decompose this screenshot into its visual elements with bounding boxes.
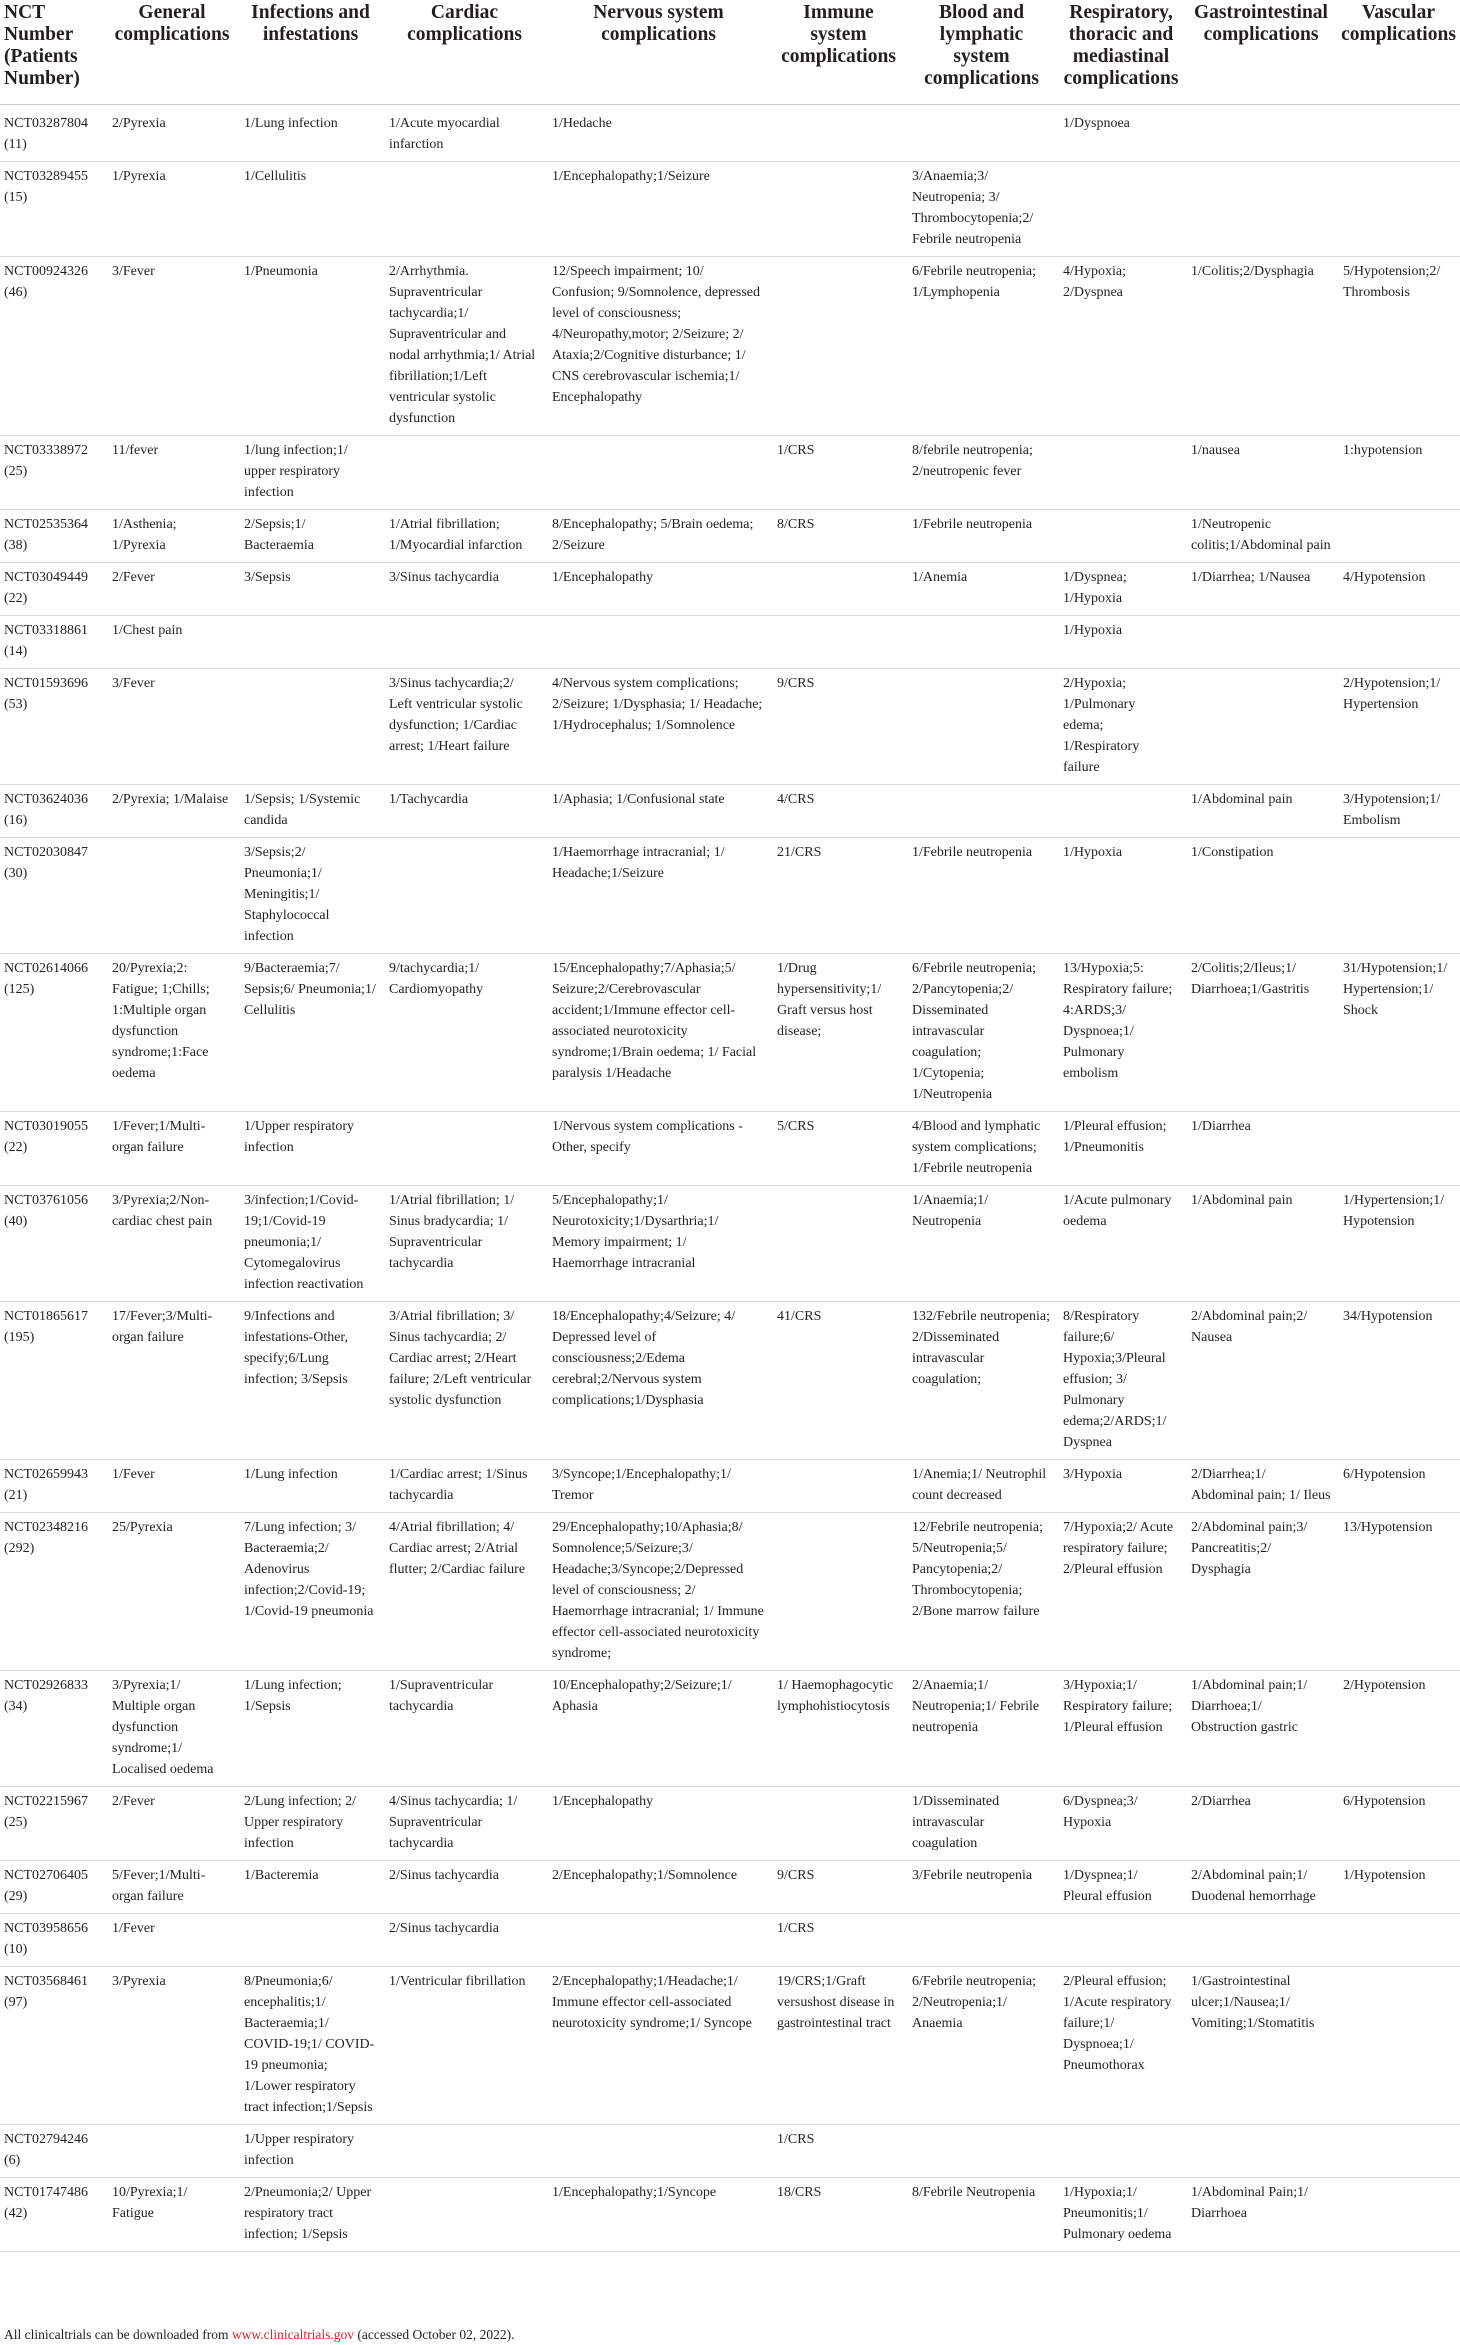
table-cell: 1/Supraventricular tachycardia [383, 1671, 546, 1787]
table-cell: 1/Acute pulmonary oedema [1057, 1186, 1185, 1302]
table-cell: 1/Hypoxia;1/ Pneumonitis;1/ Pulmonary oedema [1057, 2178, 1185, 2252]
table-cell [1185, 105, 1337, 162]
table-cell: 6/Hypotension [1337, 1460, 1460, 1513]
table-cell: 132/Febrile neutropenia; 2/Disseminated intravascular coagulation; [906, 1302, 1057, 1460]
table-cell: 2/Sepsis;1/ Bacteraemia [238, 510, 383, 563]
table-cell: 21/CRS [771, 838, 906, 954]
table-cell: 1/Fever;1/Multi-organ failure [106, 1112, 238, 1186]
table-cell: 4/CRS [771, 785, 906, 838]
table-cell: 25/Pyrexia [106, 1513, 238, 1671]
table-cell: 1/Asthenia; 1/Pyrexia [106, 510, 238, 563]
table-cell: 4/Hypoxia; 2/Dyspnea [1057, 257, 1185, 436]
table-cell: 31/Hypotension;1/ Hypertension;1/ Shock [1337, 954, 1460, 1112]
table-cell: 1/Hypoxia [1057, 616, 1185, 669]
table-cell: 3/Pyrexia;1/ Multiple organ dysfunction syndrome;1/ Localised oedema [106, 1671, 238, 1787]
table-cell [546, 2125, 771, 2178]
table-cell: NCT01865617 (195) [0, 1302, 106, 1460]
table-cell: 1/Hypotension [1337, 1861, 1460, 1914]
table-cell: 1/Diarrhea [1185, 1112, 1337, 1186]
table-cell: 3/Hypotension;1/ Embolism [1337, 785, 1460, 838]
table-cell: 1/Diarrhea; 1/Nausea [1185, 563, 1337, 616]
table-cell: 2/Anaemia;1/ Neutropenia;1/ Febrile neutropenia [906, 1671, 1057, 1787]
table-row [0, 2178, 1460, 2252]
table-cell: 5/Fever;1/Multi-organ failure [106, 1861, 238, 1914]
table-cell: 1/Encephalopathy [546, 563, 771, 616]
table-cell: 2/Encephalopathy;1/Somnolence [546, 1861, 771, 1914]
table-cell [1337, 1914, 1460, 1967]
table-row [0, 1112, 1460, 1186]
table-cell: 2/Diarrhea [1185, 1787, 1337, 1861]
table-cell [771, 616, 906, 669]
table-cell [1185, 162, 1337, 257]
table-cell: 1/Lung infection; 1/Sepsis [238, 1671, 383, 1787]
table-cell: 2/Lung infection; 2/ Upper respiratory infection [238, 1787, 383, 1861]
table-cell: NCT03289455 (15) [0, 162, 106, 257]
table-cell [1337, 162, 1460, 257]
column-header: NCT Number (Patients Number) [0, 0, 106, 105]
table-row [0, 669, 1460, 785]
table-cell: NCT02794246 (6) [0, 2125, 106, 2178]
table-cell: 2/Abdominal pain;3/ Pancreatitis;2/ Dysphagia [1185, 1513, 1337, 1671]
table-cell: NCT02215967 (25) [0, 1787, 106, 1861]
table-cell: 1/Abdominal pain [1185, 1186, 1337, 1302]
table-cell: 3/Pyrexia;2/Non-cardiac chest pain [106, 1186, 238, 1302]
table-cell: 7/Lung infection; 3/ Bacteraemia;2/ Adenovirus infection;2/Covid-19; 1/Covid-19 pneumonia [238, 1513, 383, 1671]
table-cell: 5/CRS [771, 1112, 906, 1186]
table-cell [546, 616, 771, 669]
table-cell: 1/nausea [1185, 436, 1337, 510]
table-cell [1057, 2125, 1185, 2178]
table-cell: 3/Syncope;1/Encephalopathy;1/ Tremor [546, 1460, 771, 1513]
table-cell: 1/Ventricular fibrillation [383, 1967, 546, 2125]
table-cell [1337, 838, 1460, 954]
table-cell [771, 1513, 906, 1671]
table-cell: 2/Sinus tachycardia [383, 1914, 546, 1967]
table-cell: 1/Lung infection [238, 1460, 383, 1513]
table-cell: 8/febrile neutropenia; 2/neutropenic fever [906, 436, 1057, 510]
table-row [0, 1671, 1460, 1787]
table-cell: 8/Febrile Neutropenia [906, 2178, 1057, 2252]
header-row [0, 0, 1460, 105]
column-header: Vascular complications [1337, 0, 1460, 105]
table-cell [1337, 2178, 1460, 2252]
table-cell: 2/Arrhythmia. Supraventricular tachycardia;1/ Supraventricular and nodal arrhythmia;1/ Atrial fibrillation;1/Left ventricular systolic dysfunction [383, 257, 546, 436]
table-row [0, 257, 1460, 436]
table-row [0, 785, 1460, 838]
table-cell: 10/Pyrexia;1/ Fatigue [106, 2178, 238, 2252]
table-cell: 6/Febrile neutropenia; 2/Pancytopenia;2/ Disseminated intravascular coagulation; 1/Cytopenia; 1/Neutropenia [906, 954, 1057, 1112]
table-row [0, 436, 1460, 510]
table-cell: 1/Pleural effusion; 1/Pneumonitis [1057, 1112, 1185, 1186]
table-cell: NCT02926833 (34) [0, 1671, 106, 1787]
table-cell: NCT01747486 (42) [0, 2178, 106, 2252]
table-cell: 1/Sepsis; 1/Systemic candida [238, 785, 383, 838]
table-cell [906, 2125, 1057, 2178]
column-header: Nervous system complications [546, 0, 771, 105]
table-cell [906, 785, 1057, 838]
table-cell: 3/Fever [106, 669, 238, 785]
table-cell [546, 1914, 771, 1967]
table-cell: NCT02030847 (30) [0, 838, 106, 954]
table-cell: 1/Aphasia; 1/Confusional state [546, 785, 771, 838]
footer-prefix: All clinicaltrials can be downloaded from [4, 2327, 232, 2342]
table-cell [771, 1787, 906, 1861]
table-cell: 1/Colitis;2/Dysphagia [1185, 257, 1337, 436]
table-cell [1337, 2125, 1460, 2178]
table-cell [1337, 616, 1460, 669]
table-header [0, 0, 1460, 105]
table-cell: 3/Hypoxia;1/ Respiratory failure; 1/Pleural effusion [1057, 1671, 1185, 1787]
table-cell: 1/Upper respiratory infection [238, 2125, 383, 2178]
table-cell [238, 1914, 383, 1967]
table-cell [238, 616, 383, 669]
table-cell: 1/Cardiac arrest; 1/Sinus tachycardia [383, 1460, 546, 1513]
table-cell: 3/Pyrexia [106, 1967, 238, 2125]
table-cell: NCT03019055 (22) [0, 1112, 106, 1186]
table-cell: 2/Encephalopathy;1/Headache;1/ Immune effector cell-associated neurotoxicity syndrome;1/ Syncope [546, 1967, 771, 2125]
table-cell: 13/Hypotension [1337, 1513, 1460, 1671]
table-cell: NCT03318861 (14) [0, 616, 106, 669]
table-row [0, 1787, 1460, 1861]
table-cell: 1/Dyspnoea [1057, 105, 1185, 162]
table-cell: 1/Abdominal pain;1/ Diarrhoea;1/ Obstruction gastric [1185, 1671, 1337, 1787]
table-cell: 8/CRS [771, 510, 906, 563]
table-row [0, 1513, 1460, 1671]
table-cell: 1/Febrile neutropenia [906, 510, 1057, 563]
table-cell [383, 436, 546, 510]
table-cell: NCT03338972 (25) [0, 436, 106, 510]
table-cell [771, 257, 906, 436]
table-cell [771, 563, 906, 616]
table-cell: NCT02659943 (21) [0, 1460, 106, 1513]
table-cell: 1/Hypertension;1/ Hypotension [1337, 1186, 1460, 1302]
table-cell: 3/infection;1/Covid-19;1/Covid-19 pneumonia;1/ Cytomegalovirus infection reactivation [238, 1186, 383, 1302]
table-cell [106, 838, 238, 954]
table-cell [383, 2125, 546, 2178]
table-cell: 1/Hypoxia [1057, 838, 1185, 954]
table-cell: 4/Blood and lymphatic system complications; 1/Febrile neutropenia [906, 1112, 1057, 1186]
table-cell: 13/Hypoxia;5: Respiratory failure; 4:ARDS;3/ Dyspnoea;1/ Pulmonary embolism [1057, 954, 1185, 1112]
table-cell: 8/Respiratory failure;6/ Hypoxia;3/Pleural effusion; 3/ Pulmonary edema;2/ARDS;1/ Dyspnea [1057, 1302, 1185, 1460]
table-cell: 20/Pyrexia;2: Fatigue; 1;Chills; 1:Multiple organ dysfunction syndrome;1:Face oedema [106, 954, 238, 1112]
table-cell [238, 669, 383, 785]
table-cell: 34/Hypotension [1337, 1302, 1460, 1460]
table-cell [906, 1914, 1057, 1967]
table-cell: 15/Encephalopathy;7/Aphasia;5/ Seizure;2/Cerebrovascular accident;1/Immune effector cell-associated neurotoxicity syndrome;1/Brain oedema; 1/ Facial paralysis 1/Headache [546, 954, 771, 1112]
table-cell: 1/ Haemophagocytic lymphohistiocytosis [771, 1671, 906, 1787]
table-cell: NCT01593696 (53) [0, 669, 106, 785]
table-cell: 1/Anaemia;1/ Neutropenia [906, 1186, 1057, 1302]
table-cell: 2/Abdominal pain;2/ Nausea [1185, 1302, 1337, 1460]
table-cell: 1/Fever [106, 1914, 238, 1967]
table-cell [1185, 2125, 1337, 2178]
table-cell: 1/Upper respiratory infection [238, 1112, 383, 1186]
table-cell: 1/lung infection;1/ upper respiratory infection [238, 436, 383, 510]
table-row [0, 1861, 1460, 1914]
table-cell [1337, 1112, 1460, 1186]
table-row [0, 1460, 1460, 1513]
table-cell: 1:hypotension [1337, 436, 1460, 510]
table-cell: 8/Encephalopathy; 5/Brain oedema; 2/Seizure [546, 510, 771, 563]
table-cell: 1/Encephalopathy;1/Seizure [546, 162, 771, 257]
table-cell: 2/Hypoxia; 1/Pulmonary edema; 1/Respiratory failure [1057, 669, 1185, 785]
table-cell: 3/Atrial fibrillation; 3/ Sinus tachycardia; 2/ Cardiac arrest; 2/Heart failure; 2/Left ventricular systolic dysfunction [383, 1302, 546, 1460]
column-header: General complications [106, 0, 238, 105]
table-cell: 2/Hypotension [1337, 1671, 1460, 1787]
table-cell [383, 616, 546, 669]
table-cell: 1/Drug hypersensitivity;1/ Graft versus host disease; [771, 954, 906, 1112]
table-row [0, 510, 1460, 563]
table-cell: 1/Cellulitis [238, 162, 383, 257]
table-cell: 7/Hypoxia;2/ Acute respiratory failure; 2/Pleural effusion [1057, 1513, 1185, 1671]
table-cell [546, 436, 771, 510]
table-cell: NCT02348216 (292) [0, 1513, 106, 1671]
table-cell: 41/CRS [771, 1302, 906, 1460]
table-cell: 1/Anemia [906, 563, 1057, 616]
table-cell: 6/Febrile neutropenia; 2/Neutropenia;1/ Anaemia [906, 1967, 1057, 2125]
table-cell [1057, 436, 1185, 510]
table-cell: NCT03568461 (97) [0, 1967, 106, 2125]
column-header: Blood and lymphatic system complications [906, 0, 1057, 105]
table-row [0, 1302, 1460, 1460]
table-cell: 2/Pneumonia;2/ Upper respiratory tract infection; 1/Sepsis [238, 2178, 383, 2252]
table-cell: 1/Dyspnea;1/ Pleural effusion [1057, 1861, 1185, 1914]
table-cell: 4/Nervous system complications; 2/Seizure; 1/Dysphasia; 1/ Headache; 1/Hydrocephalus; 1/Somnolence [546, 669, 771, 785]
table-cell: 18/CRS [771, 2178, 906, 2252]
table-cell: 2/Hypotension;1/ Hypertension [1337, 669, 1460, 785]
footer-suffix: (accessed October 02, 2022). [354, 2327, 515, 2342]
table-cell: NCT03049449 (22) [0, 563, 106, 616]
table-cell: 1/Gastrointestinal ulcer;1/Nausea;1/ Vomiting;1/Stomatitis [1185, 1967, 1337, 2125]
table-cell [106, 2125, 238, 2178]
table-cell: 3/Sinus tachycardia [383, 563, 546, 616]
table-cell [383, 2178, 546, 2252]
table-cell: 3/Sepsis [238, 563, 383, 616]
table-cell [1185, 1914, 1337, 1967]
table-cell: 3/Sinus tachycardia;2/ Left ventricular systolic dysfunction; 1/Cardiac arrest; 1/Heart failure [383, 669, 546, 785]
table-cell [383, 1112, 546, 1186]
table-cell: 18/Encephalopathy;4/Seizure; 4/ Depressed level of consciousness;2/Edema cerebral;2/Nervous system complications;1/Dysphasia [546, 1302, 771, 1460]
table-row [0, 838, 1460, 954]
table-cell [1337, 1967, 1460, 2125]
table-cell [1057, 1914, 1185, 1967]
table-cell: 12/Speech impairment; 10/ Confusion; 9/Somnolence, depressed level of consciousness; 4/Neuropathy,motor; 2/Seizure; 2/ Ataxia;2/Cognitive disturbance; 1/ CNS cerebrovascular ischemia;1/ Encephalopathy [546, 257, 771, 436]
table-cell: 3/Hypoxia [1057, 1460, 1185, 1513]
table-cell: 1/CRS [771, 2125, 906, 2178]
table-cell [1185, 616, 1337, 669]
table-cell: 10/Encephalopathy;2/Seizure;1/ Aphasia [546, 1671, 771, 1787]
table-cell: 2/Abdominal pain;1/ Duodenal hemorrhage [1185, 1861, 1337, 1914]
table-cell: 1/Constipation [1185, 838, 1337, 954]
table-cell: 1/CRS [771, 1914, 906, 1967]
table-cell: 1/Abdominal Pain;1/ Diarrhoea [1185, 2178, 1337, 2252]
table-cell: 1/Neutropenic colitis;1/Abdominal pain [1185, 510, 1337, 563]
table-cell [383, 162, 546, 257]
table-cell: 5/Hypotension;2/ Thrombosis [1337, 257, 1460, 436]
table-cell: 9/Bacteraemia;7/ Sepsis;6/ Pneumonia;1/ Cellulitis [238, 954, 383, 1112]
table-cell [383, 838, 546, 954]
table-cell: NCT02706405 (29) [0, 1861, 106, 1914]
table-cell [906, 616, 1057, 669]
table-cell: 1/Abdominal pain [1185, 785, 1337, 838]
table-cell: 1/Pyrexia [106, 162, 238, 257]
footer-note [4, 2327, 514, 2343]
table-cell: 1/Atrial fibrillation; 1/Myocardial infarction [383, 510, 546, 563]
table-cell: 1/Tachycardia [383, 785, 546, 838]
table-cell: NCT03624036 (16) [0, 785, 106, 838]
table-cell: 1/Hedache [546, 105, 771, 162]
table-cell: 3/Fever [106, 257, 238, 436]
table-cell: 2/Colitis;2/Ileus;1/ Diarrhoea;1/Gastritis [1185, 954, 1337, 1112]
column-header: Infections and infestations [238, 0, 383, 105]
table-cell: 9/CRS [771, 1861, 906, 1914]
table-row [0, 1967, 1460, 2125]
table-row [0, 616, 1460, 669]
table-cell: 1/Disseminated intravascular coagulation [906, 1787, 1057, 1861]
table-cell: 5/Encephalopathy;1/ Neurotoxicity;1/Dysarthria;1/ Memory impairment; 1/ Haemorrhage intracranial [546, 1186, 771, 1302]
table-cell: 3/Febrile neutropenia [906, 1861, 1057, 1914]
table-cell: 19/CRS;1/Graft versushost disease in gastrointestinal tract [771, 1967, 906, 2125]
table-cell: 3/Anaemia;3/ Neutropenia; 3/ Thrombocytopenia;2/ Febrile neutropenia [906, 162, 1057, 257]
table-cell [1337, 105, 1460, 162]
table-row [0, 1914, 1460, 1967]
table-cell: 1/Nervous system complications - Other, specify [546, 1112, 771, 1186]
table-cell: NCT03287804 (11) [0, 105, 106, 162]
table-cell: 1/Encephalopathy [546, 1787, 771, 1861]
column-header: Cardiac complications [383, 0, 546, 105]
table-cell [1057, 510, 1185, 563]
table-cell: 1/Acute myocardial infarction [383, 105, 546, 162]
table-cell: 29/Encephalopathy;10/Aphasia;8/ Somnolence;5/Seizure;3/ Headache;3/Syncope;2/Depressed level of consciousness; 2/ Haemorrhage intracranial; 1/ Immune effector cell-associated neurotoxicity syndrome; [546, 1513, 771, 1671]
table-cell: 1/Encephalopathy;1/Syncope [546, 2178, 771, 2252]
table-cell: NCT03958656 (10) [0, 1914, 106, 1967]
table-cell [1057, 162, 1185, 257]
table-cell: 2/Diarrhea;1/ Abdominal pain; 1/ Ileus [1185, 1460, 1337, 1513]
table-cell [1185, 669, 1337, 785]
table-cell: 1/Haemorrhage intracranial; 1/ Headache;1/Seizure [546, 838, 771, 954]
table-row [0, 563, 1460, 616]
table-cell: 11/fever [106, 436, 238, 510]
table-cell [1057, 785, 1185, 838]
table-cell [771, 162, 906, 257]
table-cell: 2/Pleural effusion; 1/Acute respiratory failure;1/ Dyspnoea;1/ Pneumothorax [1057, 1967, 1185, 2125]
table-body [0, 105, 1460, 2252]
table-cell: 1/Pneumonia [238, 257, 383, 436]
table-cell [771, 1460, 906, 1513]
table-cell: 1/CRS [771, 436, 906, 510]
table-cell: 2/Pyrexia [106, 105, 238, 162]
table-cell [771, 1186, 906, 1302]
table-cell: NCT02614066 (125) [0, 954, 106, 1112]
table-cell: 4/Atrial fibrillation; 4/ Cardiac arrest; 2/Atrial flutter; 2/Cardiac failure [383, 1513, 546, 1671]
table-cell: 4/Sinus tachycardia; 1/ Supraventricular tachycardia [383, 1787, 546, 1861]
table-cell: 6/Febrile neutropenia; 1/Lymphopenia [906, 257, 1057, 436]
table-cell: 1/Fever [106, 1460, 238, 1513]
table-cell: 2/Fever [106, 1787, 238, 1861]
table-cell: 2/Pyrexia; 1/Malaise [106, 785, 238, 838]
table-cell: 1/Bacteremia [238, 1861, 383, 1914]
table-row [0, 1186, 1460, 1302]
table-cell: NCT03761056 (40) [0, 1186, 106, 1302]
table-cell: 1/Chest pain [106, 616, 238, 669]
table-cell: 17/Fever;3/Multi-organ failure [106, 1302, 238, 1460]
table-cell: 2/Fever [106, 563, 238, 616]
table-cell [771, 105, 906, 162]
table-cell [906, 669, 1057, 785]
table-cell: 9/Infections and infestations-Other, specify;6/Lung infection; 3/Sepsis [238, 1302, 383, 1460]
table-cell: 9/CRS [771, 669, 906, 785]
table-cell: 8/Pneumonia;6/ encephalitis;1/ Bacteraemia;1/ COVID-19;1/ COVID-19 pneumonia; 1/Lower respiratory tract infection;1/Sepsis [238, 1967, 383, 2125]
table-cell: 3/Sepsis;2/ Pneumonia;1/ Meningitis;1/ Staphylococcal infection [238, 838, 383, 954]
column-header: Respiratory, thoracic and mediastinal complications [1057, 0, 1185, 105]
table-cell [906, 105, 1057, 162]
table-cell: 1/Dyspnea; 1/Hypoxia [1057, 563, 1185, 616]
table-row [0, 2125, 1460, 2178]
table-cell: NCT02535364 (38) [0, 510, 106, 563]
table-cell: NCT00924326 (46) [0, 257, 106, 436]
table-cell: 4/Hypotension [1337, 563, 1460, 616]
table-row [0, 162, 1460, 257]
table-cell: 1/Anemia;1/ Neutrophil count decreased [906, 1460, 1057, 1513]
clinicaltrials-link[interactable]: www.clinicaltrials.gov [231, 2327, 355, 2342]
table-cell: 1/Atrial fibrillation; 1/ Sinus bradycardia; 1/ Supraventricular tachycardia [383, 1186, 546, 1302]
column-header: Gastrointestinal complications [1185, 0, 1337, 105]
table-cell: 2/Sinus tachycardia [383, 1861, 546, 1914]
table-cell: 6/Dyspnea;3/ Hypoxia [1057, 1787, 1185, 1861]
table-cell: 6/Hypotension [1337, 1787, 1460, 1861]
table-row [0, 105, 1460, 162]
table-cell: 1/Lung infection [238, 105, 383, 162]
table-cell: 9/tachycardia;1/ Cardiomyopathy [383, 954, 546, 1112]
table-cell [1337, 510, 1460, 563]
column-header: Immune system complications [771, 0, 906, 105]
table-row [0, 954, 1460, 1112]
table-cell: 1/Febrile neutropenia [906, 838, 1057, 954]
table-cell: 12/Febrile neutropenia; 5/Neutropenia;5/ Pancytopenia;2/ Thrombocytopenia; 2/Bone marrow failure [906, 1513, 1057, 1671]
